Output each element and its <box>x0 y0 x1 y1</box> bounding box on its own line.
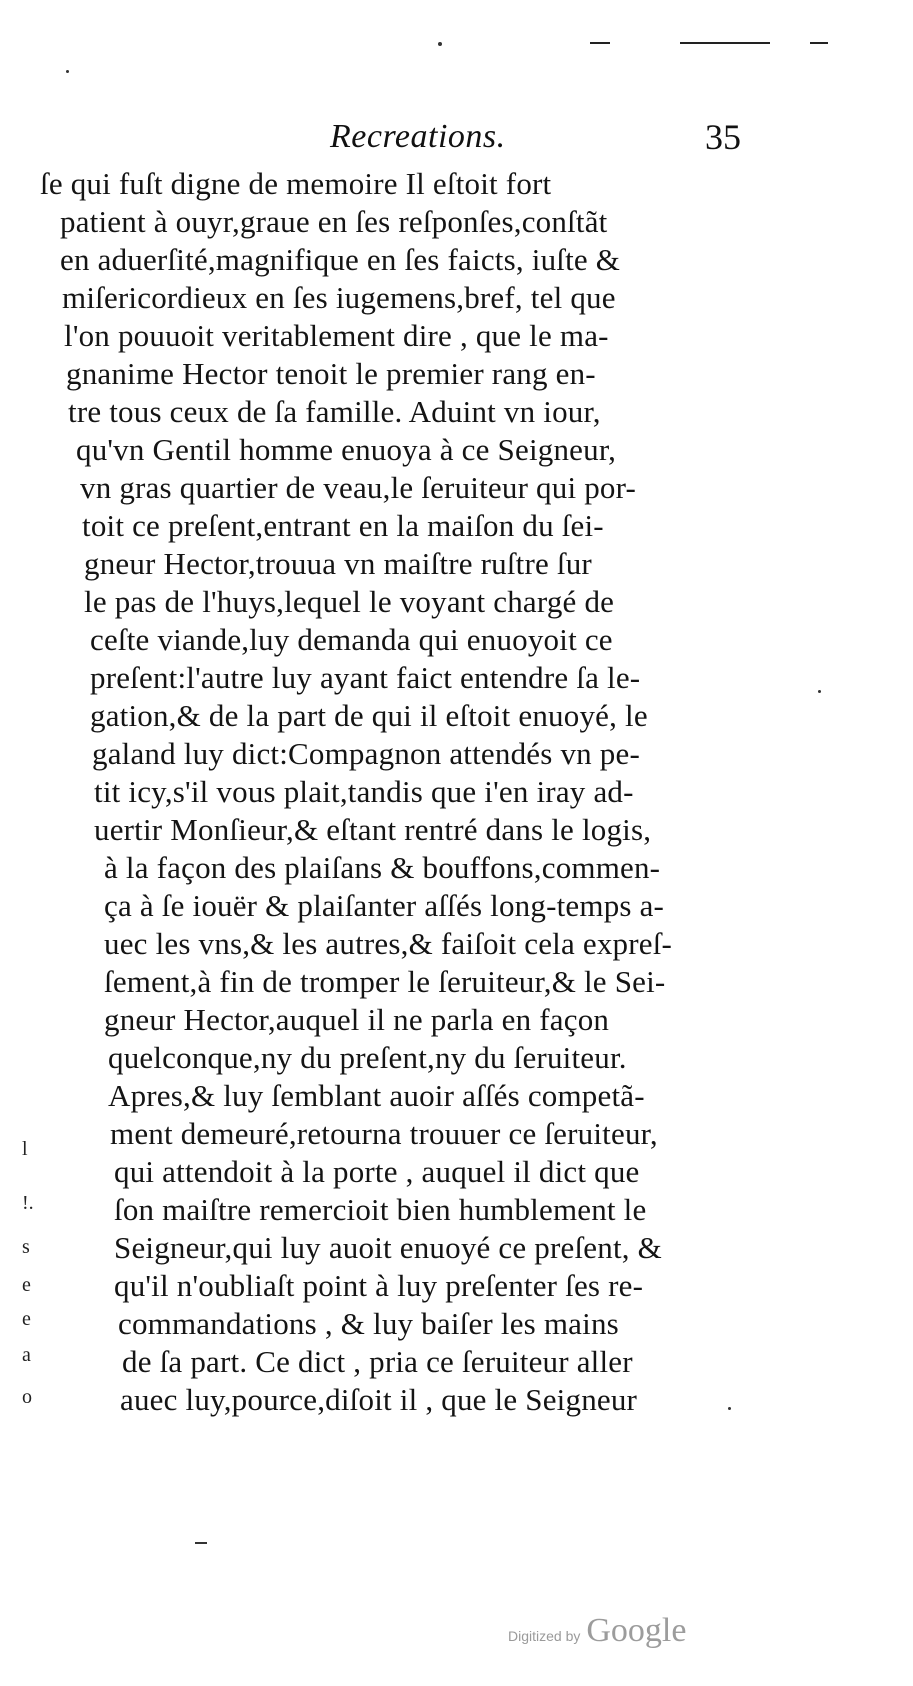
watermark-prefix: Digitized by <box>508 1628 581 1644</box>
text-line: à la façon des plaiſans & bouffons,commen- <box>104 850 661 885</box>
running-head: Recreations. <box>330 118 506 155</box>
margin-fragment: !. <box>22 1192 34 1214</box>
text-line: qu'vn Gentil homme enuoya à ce Seigneur, <box>76 432 617 467</box>
text-line: l'on pouuoit veritablement dire , que le ma- <box>64 318 609 353</box>
text-line: tre tous ceux de ſa famille. Aduint vn iour, <box>68 394 601 429</box>
text-line: le pas de l'huys,lequel le voyant chargé de <box>84 584 615 619</box>
text-line: ment demeuré,retourna trouuer ce ſeruiteur, <box>110 1116 658 1151</box>
text-line: ceſte viande,luy demanda qui enuoyoit ce <box>90 622 613 657</box>
ink-speck <box>438 42 442 46</box>
text-line: Apres,& luy ſemblant auoir aſſés competã- <box>108 1078 645 1113</box>
top-rule-end <box>810 42 828 44</box>
margin-fragment: o <box>22 1386 32 1408</box>
google-logo: Google <box>586 1612 687 1649</box>
text-line: auec luy,pource,diſoit il , que le Seigneur <box>120 1382 638 1417</box>
text-line: gneur Hector,trouua vn maiſtre ruſtre ſur <box>84 546 592 581</box>
text-line: de ſa part. Ce dict , pria ce ſeruiteur aller <box>122 1344 633 1379</box>
margin-fragment: s <box>22 1236 30 1258</box>
text-line: quelconque,ny du preſent,ny du ſeruiteur. <box>108 1040 627 1075</box>
text-line: Seigneur,qui luy auoit enuoyé ce preſent, & <box>114 1230 662 1265</box>
text-line: gation,& de la part de qui il eſtoit enuoyé, le <box>90 698 648 733</box>
digitized-by-google-watermark <box>508 1612 686 1650</box>
text-line: ça à ſe iouër & plaiſanter aſſés long-temps a- <box>104 888 665 923</box>
text-line: gneur Hector,auquel il ne parla en façon <box>104 1002 610 1037</box>
text-line: patient à ouyr,graue en ſes reſponſes,conſtãt <box>60 204 608 239</box>
text-line: uertir Monſieur,& eſtant rentré dans le logis, <box>94 812 652 847</box>
margin-fragment: e <box>22 1274 31 1296</box>
top-rule-short <box>590 42 610 44</box>
text-line: miſericordieux en ſes iugemens,bref, tel que <box>62 280 616 315</box>
text-line: preſent:l'autre luy ayant faict entendre ſa le- <box>90 660 641 695</box>
margin-fragment: l <box>22 1138 28 1160</box>
page-number: 35 <box>705 117 741 157</box>
text-line: tit icy,s'il vous plait,tandis que i'en iray ad- <box>94 774 634 809</box>
text-line: ſe qui fuſt digne de memoire Il eſtoit fort <box>40 166 552 201</box>
margin-fragment: a <box>22 1344 31 1366</box>
text-line: galand luy dict:Compagnon attendés vn pe- <box>92 736 640 771</box>
ink-speck <box>728 1407 731 1410</box>
margin-fragment: e <box>22 1308 31 1330</box>
ink-speck <box>818 690 821 693</box>
text-line: commandations , & luy baiſer les mains <box>118 1306 619 1341</box>
top-rule-long <box>680 42 770 44</box>
text-line: uec les vns,& les autres,& faiſoit cela expreſ- <box>104 926 673 961</box>
text-line: vn gras quartier de veau,le ſeruiteur qui por- <box>80 470 637 505</box>
text-line: qui attendoit à la porte , auquel il dict que <box>114 1154 640 1189</box>
text-line: en aduerſité,magnifique en ſes faicts, iuſte & <box>60 242 621 277</box>
text-line: qu'il n'oubliaſt point à luy preſenter ſes re- <box>114 1268 644 1303</box>
footer-mark <box>195 1542 207 1544</box>
text-line: ſon maiſtre remercioit bien humblement le <box>114 1192 647 1227</box>
ink-speck <box>66 70 69 73</box>
text-line: ſement,à fin de tromper le ſeruiteur,& le Sei- <box>104 964 666 999</box>
text-line: toit ce preſent,entrant en la maiſon du ſei- <box>82 508 604 543</box>
text-line: gnanime Hector tenoit le premier rang en- <box>66 356 596 391</box>
